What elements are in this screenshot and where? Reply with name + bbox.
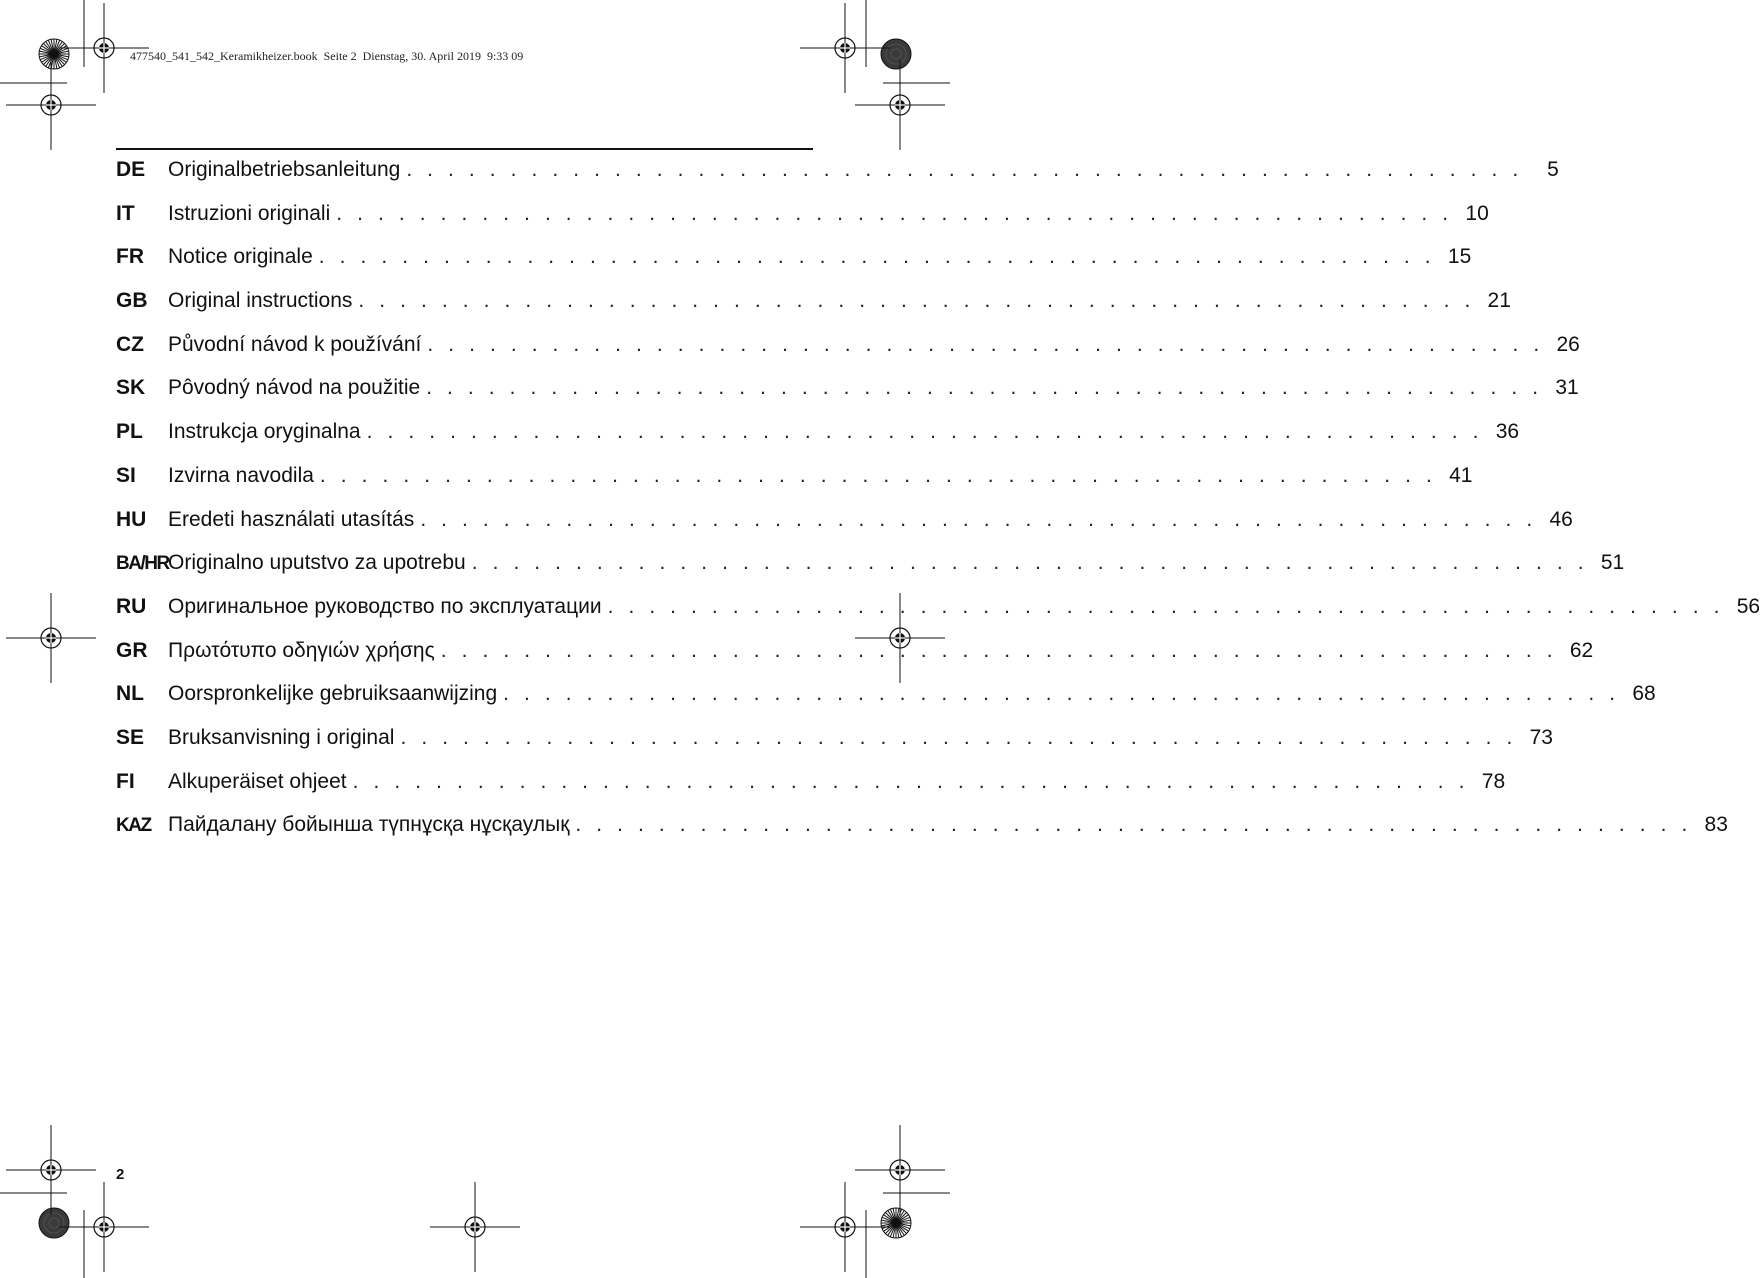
dot-leader: . . . . . . . . . . . . . . . . . . . . . . . . . . . . . . . . . . . . . . . . . . . . . . . . . . . . . .	[440, 638, 1558, 662]
starburst-icon	[881, 1208, 911, 1238]
toc-title: Původní návod k používání	[168, 332, 422, 356]
toc-page-number: 83	[1704, 813, 1728, 837]
toc-title: Bruksanvisning i original	[168, 725, 395, 749]
registration-crosshair-icon	[6, 60, 96, 150]
toc-page-number: 62	[1569, 638, 1594, 662]
toc-entry-se[interactable]	[116, 716, 1553, 760]
toc-entry-fi[interactable]	[116, 760, 1506, 804]
starburst-icon	[39, 39, 69, 69]
toc-title: Oorspronkelijke gebruiksaanwijzing	[168, 682, 498, 706]
dot-leader: . . . . . . . . . . . . . . . . . . . . . . . . . . . . . . . . . . . . . . . . . . . . . . . . . . . . . .	[426, 376, 1543, 400]
toc-entry-cz[interactable]	[116, 323, 1580, 367]
toc-page-number: 56	[1736, 594, 1760, 618]
toc-title: Originalbetriebsanleitung	[168, 158, 401, 181]
language-code: GR	[116, 638, 148, 662]
dot-leader: . . . . . . . . . . . . . . . . . . . . . . . . . . . . . . . . . . . . . . . . . . . . . . . . . . . . . .	[358, 289, 1475, 313]
toc-entry-gr[interactable]	[116, 629, 1594, 673]
registration-crosshair-icon	[59, 1182, 149, 1272]
toc-page-number: 68	[1632, 682, 1656, 706]
solid-disc-icon	[39, 1208, 69, 1238]
solid-disc-icon	[881, 39, 911, 69]
dot-leader: . . . . . . . . . . . . . . . . . . . . . . . . . . . . . . . . . . . . . . . . . . . . . . . . . . . . . .	[336, 201, 1453, 225]
toc-entry-pl[interactable]	[116, 410, 1520, 454]
language-code: CZ	[116, 332, 144, 356]
language-code: FI	[116, 769, 135, 793]
language-code: FR	[116, 245, 144, 269]
language-code: GB	[116, 289, 148, 313]
dot-leader: . . . . . . . . . . . . . . . . . . . . . . . . . . . . . . . . . . . . . . . . . . . . . . . . . . . . . .	[607, 594, 1725, 618]
language-code: RU	[116, 594, 147, 618]
toc-title: Originalno uputstvo za upotrebu	[168, 551, 466, 575]
toc-page-number: 21	[1487, 289, 1511, 313]
toc-page-number: 26	[1556, 332, 1580, 356]
dot-leader: . . . . . . . . . . . . . . . . . . . . . . . . . . . . . . . . . . . . . . . . . . . . . . . . . . . . . .	[406, 158, 1523, 181]
toc-page-number: 41	[1449, 463, 1473, 487]
toc-title: Istruzioni originali	[168, 201, 331, 225]
toc-entry-de[interactable]	[116, 148, 1559, 192]
toc-entry-si[interactable]	[116, 454, 1473, 498]
toc-page-number: 78	[1481, 769, 1506, 793]
toc-page-number: 51	[1600, 551, 1625, 575]
print-header-line: 477540_541_542_Keramikheizer.book Seite 2 Dienstag, 30. April 2019 9:33 09	[130, 49, 524, 63]
toc-page-number: 36	[1495, 420, 1520, 444]
toc-page-number: 15	[1447, 245, 1472, 269]
dot-leader: . . . . . . . . . . . . . . . . . . . . . . . . . . . . . . . . . . . . . . . . . . . . . . . . . . . . . .	[427, 332, 1544, 356]
toc-title: Notice originale	[168, 245, 313, 269]
language-code: NL	[116, 682, 144, 706]
language-code: SE	[116, 725, 145, 749]
toc-page-number: 10	[1465, 201, 1489, 225]
registration-crosshair-icon	[800, 1182, 890, 1272]
toc-title: Оригинальное руководство по эксплуатации	[168, 594, 602, 618]
table-of-contents	[116, 148, 1760, 847]
language-code: DE	[116, 158, 146, 181]
dot-leader: . . . . . . . . . . . . . . . . . . . . . . . . . . . . . . . . . . . . . . . . . . . . . . . . . . . . . .	[503, 682, 1620, 706]
dot-leader: . . . . . . . . . . . . . . . . . . . . . . . . . . . . . . . . . . . . . . . . . . . . . . . . . . . . . .	[352, 769, 1470, 793]
toc-title: Πρωτότυπο οδηγιών χρήσης	[168, 638, 435, 662]
toc-page-number: 31	[1555, 376, 1579, 400]
registration-crosshair-icon	[59, 3, 149, 93]
language-code: IT	[116, 201, 135, 225]
registration-crosshair-icon	[800, 3, 890, 93]
toc-title: Original instructions	[168, 289, 353, 313]
toc-page-number: 46	[1549, 507, 1573, 531]
page-number: 2	[116, 1166, 125, 1183]
toc-title: Alkuperäiset ohjeet	[168, 769, 347, 793]
dot-leader: . . . . . . . . . . . . . . . . . . . . . . . . . . . . . . . . . . . . . . . . . . . . . . . . . . . . . .	[575, 813, 1692, 837]
toc-title: Пайдалану бойынша түпнұсқа нұсқаулық	[168, 813, 570, 837]
toc-entry-fr[interactable]	[116, 235, 1472, 279]
toc-entry-gb[interactable]	[116, 279, 1511, 323]
dot-leader: . . . . . . . . . . . . . . . . . . . . . . . . . . . . . . . . . . . . . . . . . . . . . . . . . . . . . .	[471, 551, 1589, 575]
language-code: HU	[116, 507, 147, 531]
toc-title: Pôvodný návod na použitie	[168, 376, 421, 400]
toc-page-number: 5	[1547, 158, 1559, 181]
dot-leader: . . . . . . . . . . . . . . . . . . . . . . . . . . . . . . . . . . . . . . . . . . . . . . . . . . . . . .	[400, 725, 1517, 749]
toc-page-number: 73	[1529, 725, 1553, 749]
toc-entry-hu[interactable]	[116, 498, 1573, 542]
toc-entry-ru[interactable]	[116, 585, 1760, 629]
dot-leader: . . . . . . . . . . . . . . . . . . . . . . . . . . . . . . . . . . . . . . . . . . . . . . . . . . . . . .	[366, 420, 1484, 444]
registration-crosshair-icon	[855, 1125, 945, 1215]
toc-title: Instrukcja oryginalna	[168, 420, 361, 444]
language-code: SK	[116, 376, 146, 400]
toc-entry-it[interactable]	[116, 192, 1489, 236]
dot-leader: . . . . . . . . . . . . . . . . . . . . . . . . . . . . . . . . . . . . . . . . . . . . . . . . . . . . . .	[318, 245, 1436, 269]
language-code: KAZ	[116, 815, 151, 837]
toc-entry-ba-hr[interactable]	[116, 541, 1625, 585]
dot-leader: . . . . . . . . . . . . . . . . . . . . . . . . . . . . . . . . . . . . . . . . . . . . . . . . . . . . . .	[319, 463, 1437, 487]
language-code: PL	[116, 420, 143, 444]
language-code: SI	[116, 463, 136, 487]
registration-crosshair-icon	[6, 1125, 96, 1215]
registration-crosshair-icon	[430, 1182, 520, 1272]
language-code: BA/HR	[116, 553, 169, 575]
toc-entry-nl[interactable]	[116, 672, 1656, 716]
dot-leader: . . . . . . . . . . . . . . . . . . . . . . . . . . . . . . . . . . . . . . . . . . . . . . . . . . . . . .	[420, 507, 1537, 531]
toc-title: Izvirna navodila	[168, 463, 314, 487]
toc-entry-sk[interactable]	[116, 366, 1579, 410]
registration-crosshair-icon	[855, 60, 945, 150]
toc-entry-kaz[interactable]	[116, 803, 1728, 847]
toc-title: Eredeti használati utasítás	[168, 507, 415, 531]
registration-crosshair-icon	[6, 593, 96, 683]
